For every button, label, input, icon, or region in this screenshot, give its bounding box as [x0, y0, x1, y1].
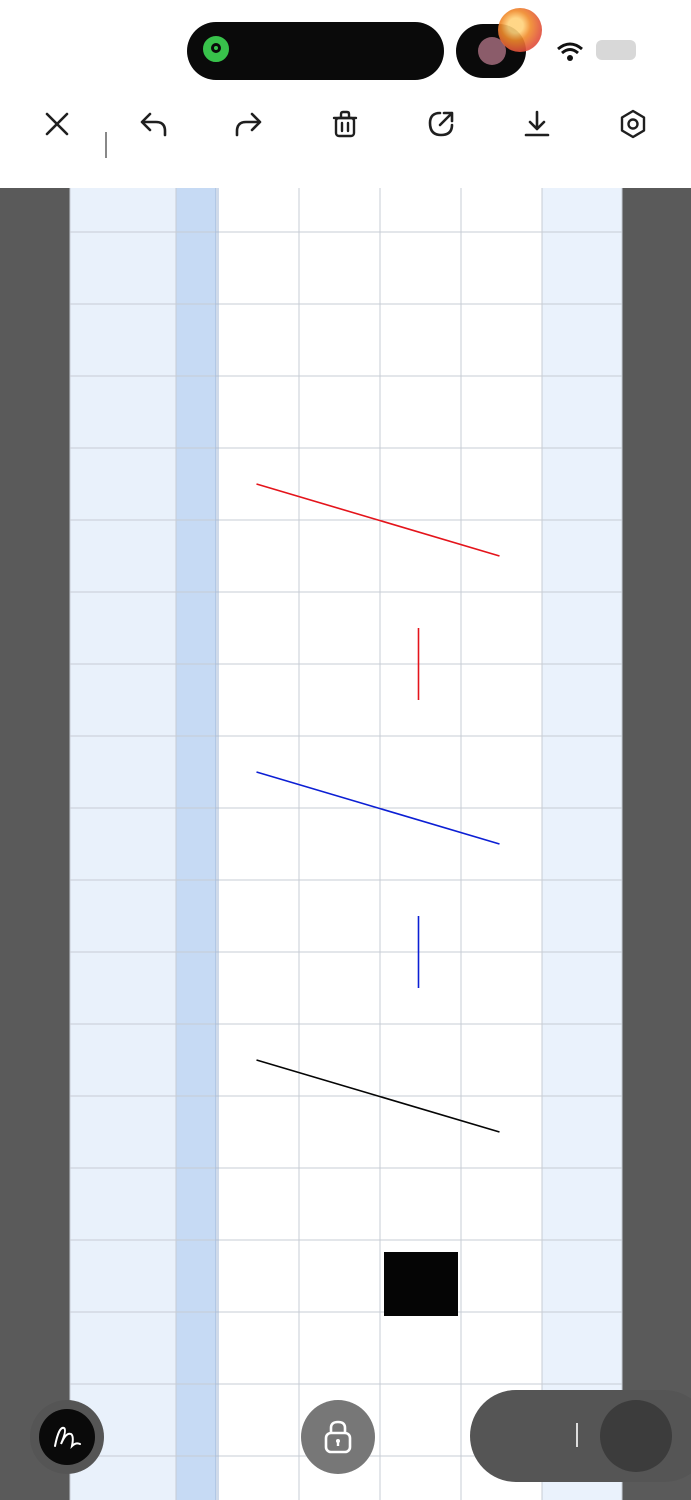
status-bar	[0, 0, 691, 98]
save-button[interactable]	[502, 106, 572, 144]
trash-icon	[310, 106, 380, 142]
connector-lines	[0, 188, 691, 1500]
brand-logo	[498, 8, 542, 52]
connector-line	[257, 772, 500, 844]
connector-line	[257, 484, 500, 556]
drawing-toolbar	[0, 98, 691, 188]
settings-icon	[598, 106, 668, 142]
music-icon	[201, 34, 231, 64]
toolbar-divider	[105, 132, 107, 158]
s-logo-button[interactable]	[600, 1400, 672, 1472]
settings-pill	[470, 1390, 691, 1482]
lock-icon	[321, 1418, 355, 1456]
download-icon	[502, 106, 572, 142]
redo-button[interactable]	[214, 106, 284, 144]
battery-indicator	[596, 40, 636, 60]
undo-button[interactable]	[118, 106, 188, 144]
undo-icon	[118, 106, 188, 142]
connector-line	[257, 1060, 500, 1132]
settings-button[interactable]	[598, 106, 668, 144]
redo-icon	[214, 106, 284, 142]
trend-chart[interactable]	[0, 188, 691, 1500]
close-button[interactable]	[22, 106, 92, 144]
dynamic-island[interactable]	[187, 22, 444, 80]
close-icon	[22, 106, 92, 142]
clear-button[interactable]	[310, 106, 380, 144]
pen-button[interactable]	[30, 1400, 104, 1474]
lock-button[interactable]	[301, 1400, 375, 1474]
prediction-cell[interactable]	[384, 1252, 458, 1316]
wifi-icon	[556, 42, 584, 67]
share-icon	[406, 106, 476, 142]
pill-divider	[576, 1423, 578, 1447]
signature-pen-icon	[39, 1409, 95, 1465]
share-button[interactable]	[406, 106, 476, 144]
